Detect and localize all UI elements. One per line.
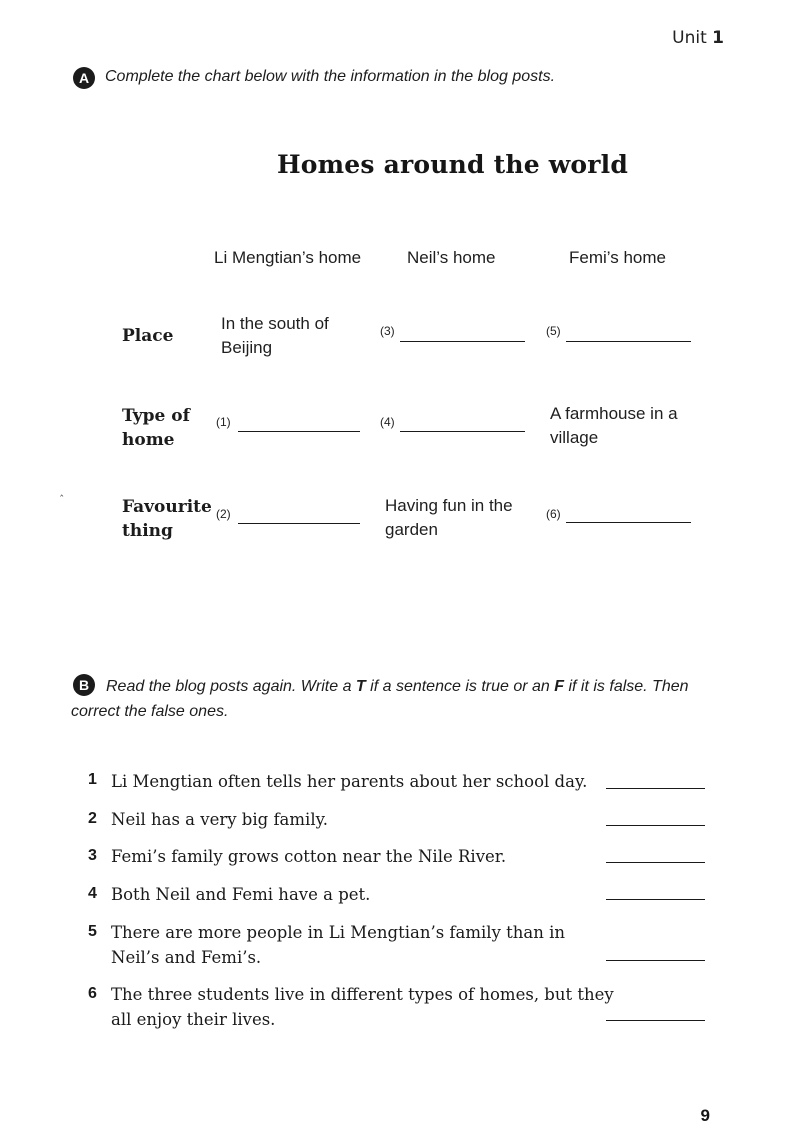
answer-blank-q2[interactable]: [606, 825, 705, 826]
question-4-number: 4: [88, 885, 97, 902]
question-1-number: 1: [88, 771, 97, 788]
question-6-line2: all enjoy their lives.: [111, 1010, 276, 1029]
question-4-text: Both Neil and Femi have a pet.: [111, 885, 371, 904]
cell-femi-type: [550, 402, 678, 450]
answer-blank-1[interactable]: [238, 431, 360, 432]
question-6-line1: The three students live in different types of homes, but they: [111, 985, 614, 1004]
blank-number-6: (6): [546, 507, 561, 521]
blank-number-3: (3): [380, 324, 395, 338]
answer-blank-q4[interactable]: [606, 899, 705, 900]
unit-label: [672, 28, 724, 48]
answer-blank-6[interactable]: [566, 522, 691, 523]
question-6-text: [111, 982, 614, 1032]
cell-li-place: [221, 312, 329, 360]
question-5-line1: There are more people in Li Mengtian’s family than in: [111, 923, 565, 942]
blank-number-2: (2): [216, 507, 231, 521]
page-number: 9: [700, 1106, 710, 1125]
row-header-type-of-home: [122, 404, 190, 452]
question-5-line2: Neil’s and Femi’s.: [111, 948, 262, 967]
answer-blank-q5[interactable]: [606, 960, 705, 961]
answer-blank-3[interactable]: [400, 341, 525, 342]
cell-neil-fav-line2: garden: [385, 520, 438, 539]
answer-blank-q1[interactable]: [606, 788, 705, 789]
instr-part1: Read the blog posts again. Write a: [106, 678, 356, 695]
answer-blank-4[interactable]: [400, 431, 525, 432]
column-header-femi: Femi’s home: [569, 248, 666, 267]
blank-number-4: (4): [380, 415, 395, 429]
blank-number-1: (1): [216, 415, 231, 429]
row-header-type-line1: Type of: [122, 406, 190, 426]
section-a-instruction: Complete the chart below with the information in the blog posts.: [105, 68, 556, 85]
cell-femi-type-line2: village: [550, 428, 599, 447]
question-3-text: Femi’s family grows cotton near the Nile River.: [111, 847, 507, 866]
row-header-fav-line1: Favourite: [122, 497, 212, 517]
instr-t: T: [355, 678, 366, 695]
question-1-text: Li Mengtian often tells her parents about her school day.: [111, 772, 588, 791]
question-3-number: 3: [88, 847, 97, 864]
question-6-number: 6: [88, 985, 97, 1002]
section-b-instruction: [106, 678, 689, 696]
row-header-place-line1: Place: [122, 326, 174, 346]
unit-word: Unit: [672, 28, 707, 48]
cell-li-place-line1: In the south of: [221, 314, 329, 333]
instr-f: F: [554, 678, 565, 695]
answer-blank-2[interactable]: [238, 523, 360, 524]
answer-blank-q3[interactable]: [606, 862, 705, 863]
question-2-number: 2: [88, 810, 97, 827]
question-5-text: [111, 920, 565, 970]
cell-femi-type-line1: A farmhouse in a: [550, 404, 678, 423]
cell-neil-favourite: [385, 494, 513, 542]
blank-number-5: (5): [546, 324, 561, 338]
cell-neil-fav-line1: Having fun in the: [385, 496, 513, 515]
stray-mark: ‸: [60, 486, 64, 497]
section-b-instruction-line2: correct the false ones.: [71, 703, 229, 720]
row-header-fav-line2: thing: [122, 521, 173, 541]
column-header-li-mengtian: Li Mengtian’s home: [214, 248, 362, 267]
cell-li-place-line2: Beijing: [221, 338, 273, 357]
row-header-favourite-thing: [122, 495, 212, 543]
question-5-number: 5: [88, 923, 97, 940]
instr-part3: if it is false. Then: [564, 678, 689, 695]
section-a-badge: A: [73, 67, 95, 89]
question-2-text: Neil has a very big family.: [111, 810, 328, 829]
answer-blank-5[interactable]: [566, 341, 691, 342]
instr-part2: if a sentence is true or an: [365, 678, 555, 695]
column-header-neil: Neil’s home: [407, 248, 496, 267]
unit-number: 1: [712, 28, 724, 48]
chart-title: Homes around the world: [276, 150, 629, 179]
answer-blank-q6[interactable]: [606, 1020, 705, 1021]
row-header-place: [122, 324, 173, 348]
section-b-badge: B: [73, 674, 95, 696]
row-header-type-line2: home: [122, 430, 175, 450]
